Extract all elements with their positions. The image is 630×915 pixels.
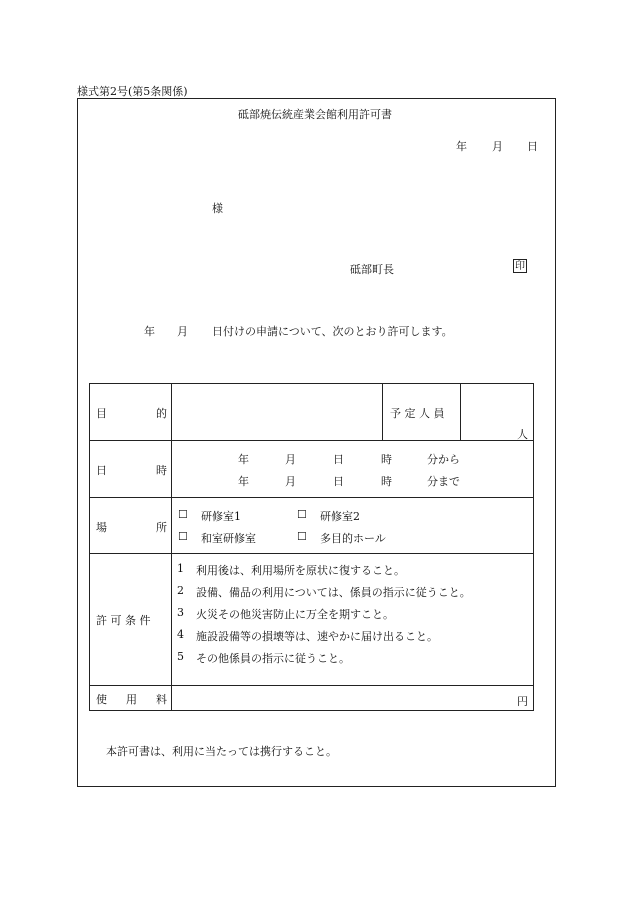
- condition-number: 4: [177, 628, 184, 641]
- fee-label-c: 料: [156, 693, 167, 706]
- from-day: 日: [333, 453, 344, 466]
- purpose-label-b: 的: [156, 407, 167, 420]
- to-minute: 分まで: [427, 475, 460, 488]
- row-divider: [89, 440, 534, 441]
- row-divider: [89, 497, 534, 498]
- date-day: 日: [527, 140, 538, 153]
- to-year: 年: [238, 475, 249, 488]
- from-hour: 時: [381, 453, 392, 466]
- from-month: 月: [285, 453, 296, 466]
- intro-month: 月: [177, 325, 188, 338]
- footer-note: 本許可書は、利用に当たっては携行すること。: [106, 745, 337, 758]
- to-day: 日: [333, 475, 344, 488]
- fee-label-b: 用: [126, 693, 137, 706]
- checkbox-icon[interactable]: ☐: [178, 508, 188, 521]
- checkbox-icon[interactable]: ☐: [297, 508, 307, 521]
- condition-text: 火災その他災害防止に万全を期すこと。: [196, 608, 394, 621]
- row-divider: [89, 685, 534, 686]
- condition-number: 5: [177, 650, 184, 663]
- place-option-2: 研修室2: [320, 510, 360, 523]
- from-year: 年: [238, 453, 249, 466]
- date-year: 年: [456, 140, 467, 153]
- condition-number: 2: [177, 584, 184, 597]
- intro-year: 年: [144, 325, 155, 338]
- headcount-unit: 人: [517, 428, 528, 441]
- condition-number: 3: [177, 606, 184, 619]
- form-number: 様式第2号(第5条関係): [77, 85, 188, 98]
- condition-text: 設備、備品の利用については、係員の指示に従うこと。: [196, 586, 471, 599]
- place-label-a: 場: [96, 521, 107, 534]
- document-title: 砥部焼伝統産業会館利用許可書: [238, 108, 392, 121]
- row-divider: [89, 553, 534, 554]
- checkbox-icon[interactable]: ☐: [297, 530, 307, 543]
- place-option-4: 多目的ホール: [320, 532, 386, 545]
- from-minute: 分から: [427, 453, 460, 466]
- datetime-label-a: 日: [96, 464, 107, 477]
- condition-text: その他係員の指示に従うこと。: [196, 652, 350, 665]
- condition-text: 施設設備等の損壊等は、速やかに届け出ること。: [196, 630, 438, 643]
- datetime-label-b: 時: [156, 464, 167, 477]
- checkbox-icon[interactable]: ☐: [178, 530, 188, 543]
- to-hour: 時: [381, 475, 392, 488]
- fee-unit: 円: [517, 695, 528, 708]
- column-divider: [460, 383, 461, 440]
- to-month: 月: [285, 475, 296, 488]
- date-month: 月: [492, 140, 503, 153]
- seal-mark: 印: [515, 261, 525, 272]
- condition-number: 1: [177, 562, 184, 575]
- place-label-b: 所: [156, 521, 167, 534]
- place-option-3: 和室研修室: [201, 532, 256, 545]
- intro-text: 日付けの申請について、次のとおり許可します。: [212, 325, 453, 338]
- addressee-suffix: 様: [212, 202, 223, 215]
- headcount-label: 予 定 人 員: [390, 407, 445, 420]
- conditions-label: 許 可 条 件: [96, 614, 151, 627]
- fee-label-a: 使: [96, 693, 107, 706]
- condition-text: 利用後は、利用場所を原状に復すること。: [196, 564, 405, 577]
- column-divider: [171, 383, 172, 711]
- place-option-1: 研修室1: [201, 510, 241, 523]
- column-divider: [382, 383, 383, 440]
- issuer-name: 砥部町長: [350, 263, 394, 276]
- purpose-label-a: 目: [96, 407, 107, 420]
